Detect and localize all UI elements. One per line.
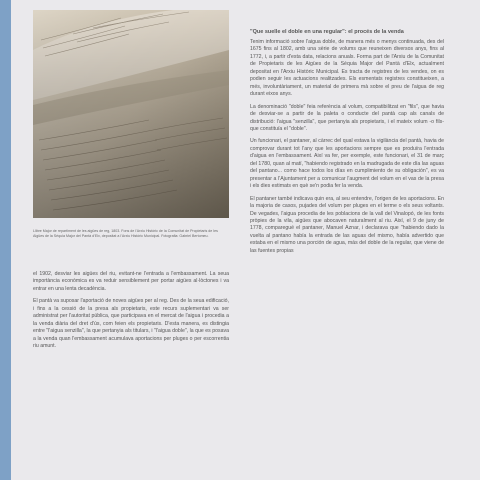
paragraph: La denominació "doble" feia referència al volum, compatibilitzat en "fils", que havia de desviar-se a partir de la paleta o conducte del pantà cap als canals de distribució: l'aigua "senzilla", que pertanyia als propietaris, i el mateix volum -o fils- que constituïa el "doble". (250, 103, 444, 132)
paragraph: Un funcionari, el pantaner, al càrrec del qual estava la vigilància del pantà, havia de comprovar durant tot l'any que les aportacions sempre que es produïra l'entrada d'aigua en l'embassament. Així va fer, per exemple, este funcionari, el 31 de març del 1780, quan al matí, "habiendo registrado en la madrugada de este día las aguas del pantano... como hace todos los días en cumplimiento de su obligación", es va presentar a l'Ajuntament per a comunicar l'augment del volum en el vas de la presa i els dies estimats en què se'n podia fer la venda. (250, 138, 444, 190)
paragraph: el 1902, desviar les aigües del riu, evitant-ne l'entrada a l'embassament. La seua importància econòmica es va reduir sensiblement per portar aigües al·lòctones i va entrar en una lenta decadència. (33, 271, 229, 292)
side-accent-strip (0, 0, 11, 480)
paragraph: El pantà va suposar l'aportació de noves aigües per al reg. Des de la seua edificació, i fins a la cessió de la presa als propietaris, este recurs suplementari va ser administrat per l'autoritat pública, que participava en el mercat de l'aigua i procedia a la venda diària del dret d'ús, com feien els propietaris. D'esta manera, es distingia entre "l'aigua senzilla", la que pertanyia als titulars, i "l'aigua doble", la que es posava a la venda quan l'embassament acumulava aportacions per pluges o per escorrentia riu amunt. (33, 298, 229, 350)
paragraph: Tenim informació sobre l'aigua doble, de manera més o menys continuada, des del 1675 fins al 1802, amb una sèrie de volums que reuneixen diversos anys, fins al 1772, i, a partir d'esta data, relacions anuals. Forma part de l'Arxiu de la Comunitat de Propietaris de les Aigües de la Séquia Major del Pantà d'Elx, actualment depositat en l'Arxiu Històric Municipal. Es tracta de registres de les vendes, on es podien seguir les actuacions realitzades. Els esmentats registres constitueixen, a més, involuntàriament, un material de primera mà sobre el preu de l'aigua de reg durant eixos anys. (250, 39, 444, 98)
photo-caption (33, 229, 229, 239)
old-manuscript-photo-icon (33, 10, 229, 218)
section-heading: "Que suelle el doble en una regular": el procés de la venda (250, 29, 404, 35)
manuscript-photo (33, 10, 229, 218)
left-column (33, 271, 229, 356)
caption-text: Llibre Major de repartiment de les aigües de reg, 1803. Fons de l'Arxiu Històric de la Comunitat de Propietaris de les Aigües de la Séquia Major del Pantà d'Elx, depositat a l'Arxiu Històric Municipal. Fotografia: Gabriel Bertomeu. (33, 229, 218, 238)
paragraph: El pantaner també indicava quin era, al seu entendre, l'origen de les aportacions. En la majoria de casos, pujades del volum per pluges en el terme o els seus voltants. De vegades, l'aigua procedia de les poblacions de la vall del Vinalopó, de les fonts pròpies de la vila, aigües que abocaven naturalment al riu. Així, el 9 de juny de 1778, comparegué el pantaner, Manuel Aznar, i declarava que "habiendo dado la vuelta al pantano había la entrada de las aguas del mismo, había advertido que estaba en el mismo una porción de agua, más del doble de la regular, que viene de las fuentes propias (250, 195, 444, 254)
right-column (250, 39, 444, 260)
